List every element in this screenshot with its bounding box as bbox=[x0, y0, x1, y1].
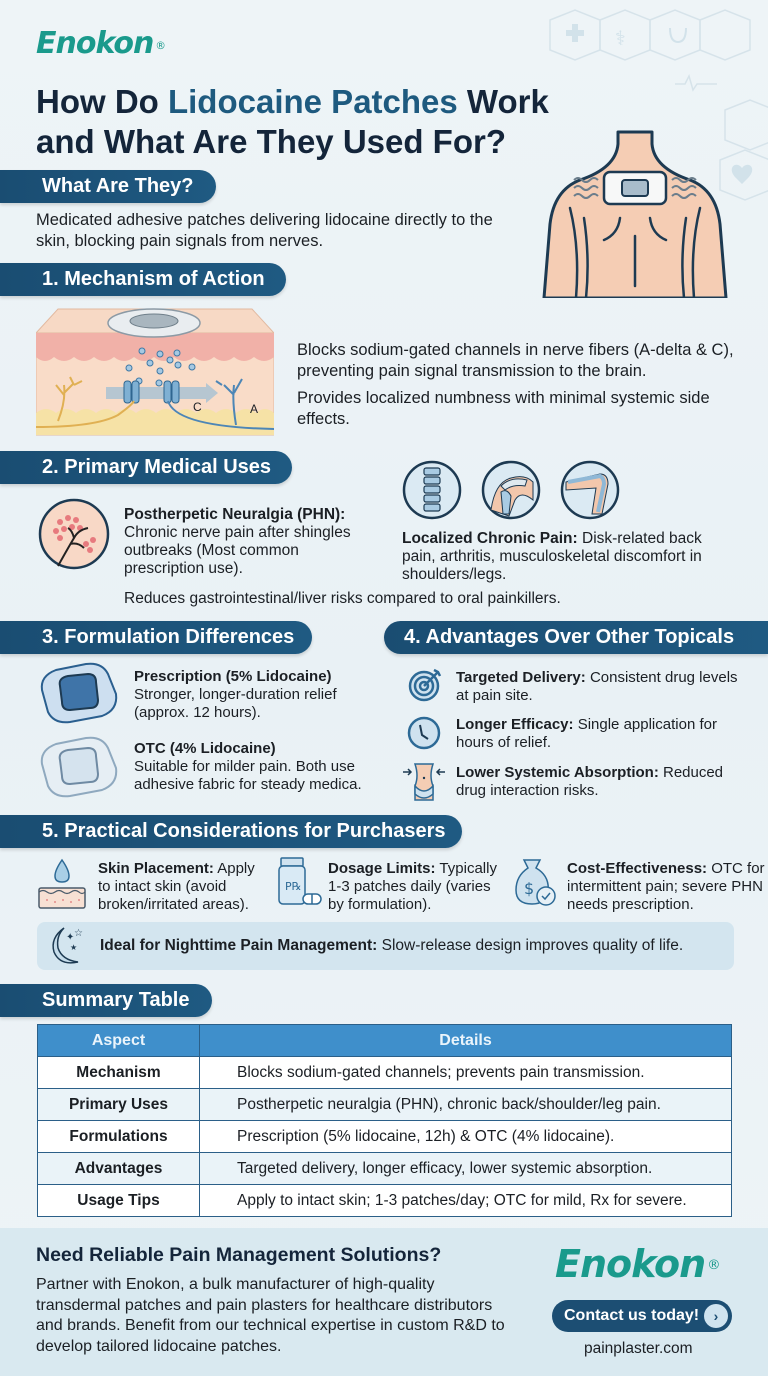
details-cell: Apply to intact skin; 1-3 patches/day; OTC for mild, Rx for severe. bbox=[200, 1185, 732, 1217]
mechanism-text bbox=[297, 340, 737, 430]
section-heading-formulation: 3. Formulation Differences bbox=[0, 621, 312, 654]
details-cell: Targeted delivery, longer efficacy, lower systemic absorption. bbox=[200, 1153, 732, 1185]
aspect-cell: Mechanism bbox=[38, 1057, 200, 1089]
knee-leg-icon bbox=[560, 460, 620, 520]
nighttime-description: Slow-release design improves quality of life. bbox=[377, 937, 684, 954]
aspect-cell: Formulations bbox=[38, 1121, 200, 1153]
brand-logo bbox=[36, 26, 165, 62]
table-row bbox=[38, 1153, 732, 1185]
section-heading-what-are-they: What Are They? bbox=[0, 170, 216, 203]
prescription-text: Stronger, longer-duration relief (approx. 12 hours). bbox=[134, 686, 337, 721]
abdomen-icon bbox=[403, 762, 445, 802]
svg-text:⚕: ⚕ bbox=[615, 26, 626, 50]
mechanism-paragraph-2: Provides localized numbness with minimal systemic side effects. bbox=[297, 389, 710, 428]
phn-text: Chronic nerve pain after shingles outbreaks (Most common prescription use). bbox=[124, 524, 351, 577]
prescription-formulation bbox=[134, 668, 374, 722]
column-header-details: Details bbox=[200, 1025, 732, 1057]
spine-icon bbox=[402, 460, 462, 520]
mechanism-paragraph-1: Blocks sodium-gated channels in nerve fibers (A-delta & C), preventing pain signal transmission to the brain. bbox=[297, 341, 734, 380]
practical-cost-effectiveness: Cost-Effectiveness: OTC for intermittent pain; severe PHN needs prescription. bbox=[567, 860, 765, 913]
title-line-2: and What Are They Used For? bbox=[36, 123, 506, 160]
pill-bottle-icon bbox=[275, 856, 323, 908]
advantage-lower-absorption: Lower Systemic Absorption: Reduced drug interaction risks. bbox=[456, 764, 724, 799]
footer-brand-logo bbox=[555, 1242, 720, 1286]
practical-dosage-limits: Dosage Limits: Typically 1-3 patches daily (varies by formulation). bbox=[328, 860, 497, 913]
brand-name: Enokon bbox=[36, 26, 154, 61]
chronic-pain-text: Disk-related back pain, arthritis, musculoskeletal discomfort in shoulders/legs. bbox=[402, 530, 702, 583]
diagram-label-a: A bbox=[250, 402, 259, 416]
phn-title: Postherpetic Neuralgia (PHN): bbox=[124, 506, 346, 523]
section-heading-primary-uses: 2. Primary Medical Uses bbox=[0, 451, 292, 484]
prescription-title: Prescription (5% Lidocaine) bbox=[134, 668, 332, 685]
registered-mark: ® bbox=[155, 40, 165, 52]
svg-text:★: ★ bbox=[70, 943, 78, 952]
practical-skin-placement: Skin Placement: Apply to intact skin (avoid broken/irritated areas). bbox=[98, 860, 255, 913]
details-cell: Blocks sodium-gated channels; prevents pain transmission. bbox=[200, 1057, 732, 1089]
what-are-they-text: Medicated adhesive patches delivering lidocaine directly to the skin, blocking pain signals from nerves. bbox=[36, 211, 493, 250]
chronic-pain-use bbox=[402, 530, 732, 584]
table-row bbox=[38, 1185, 732, 1217]
otc-formulation bbox=[134, 740, 379, 794]
advantage-longer-efficacy: Longer Efficacy: Single application for hours of relief. bbox=[456, 716, 717, 751]
torso-with-patch-illustration bbox=[540, 128, 730, 298]
footer-registered-mark: ® bbox=[707, 1258, 720, 1273]
chronic-pain-title: Localized Chronic Pain: bbox=[402, 530, 578, 547]
phn-use bbox=[124, 506, 374, 578]
summary-table bbox=[37, 1024, 732, 1217]
moon-stars-icon bbox=[46, 924, 86, 968]
title-highlight: Lidocaine Patches bbox=[167, 83, 458, 120]
target-icon bbox=[406, 668, 442, 704]
table-header-row bbox=[38, 1025, 732, 1057]
contact-us-button[interactable] bbox=[552, 1300, 732, 1332]
table-row bbox=[38, 1089, 732, 1121]
section-heading-practical: 5. Practical Considerations for Purchasers bbox=[0, 815, 462, 848]
details-cell: Prescription (5% lidocaine, 12h) & OTC (4% lidocaine). bbox=[200, 1121, 732, 1153]
title-line-1: How Do Lidocaine Patches Work bbox=[36, 83, 549, 120]
column-header-aspect: Aspect bbox=[38, 1025, 200, 1057]
uses-note: Reduces gastrointestinal/liver risks compared to oral painkillers. bbox=[124, 590, 561, 607]
chevron-right-icon: › bbox=[704, 1304, 728, 1328]
aspect-cell: Usage Tips bbox=[38, 1185, 200, 1217]
otc-text: Suitable for milder pain. Both use adhesive fabric for steady medica. bbox=[134, 758, 362, 793]
website-link[interactable]: painplaster.com bbox=[584, 1340, 693, 1357]
nighttime-text bbox=[100, 937, 740, 955]
skin-cross-section-diagram bbox=[36, 305, 274, 437]
section-heading-mechanism: 1. Mechanism of Action bbox=[0, 263, 286, 296]
skin-droplet-icon bbox=[37, 858, 87, 910]
shoulder-joint-icon bbox=[481, 460, 541, 520]
otc-patch-icon bbox=[36, 734, 120, 800]
prescription-patch-icon bbox=[36, 660, 120, 726]
money-bag-icon bbox=[510, 856, 558, 908]
advantage-targeted-delivery: Targeted Delivery: Consistent drug levels at pain site. bbox=[456, 669, 738, 704]
aspect-cell: Advantages bbox=[38, 1153, 200, 1185]
shingles-rash-icon bbox=[38, 498, 110, 570]
otc-title: OTC (4% Lidocaine) bbox=[134, 740, 276, 757]
aspect-cell: Primary Uses bbox=[38, 1089, 200, 1121]
svg-text:☆: ☆ bbox=[74, 928, 83, 939]
section-heading-advantages: 4. Advantages Over Other Topicals bbox=[384, 621, 768, 654]
section-heading-summary: Summary Table bbox=[0, 984, 212, 1017]
diagram-label-c: C bbox=[193, 400, 202, 414]
svg-text:✦: ✦ bbox=[66, 932, 75, 943]
contact-us-label: Contact us today! bbox=[564, 1307, 700, 1324]
footer-heading: Need Reliable Pain Management Solutions? bbox=[36, 1244, 442, 1266]
nighttime-title: Ideal for Nighttime Pain Management: bbox=[100, 937, 378, 954]
table-row bbox=[38, 1121, 732, 1153]
details-cell: Postherpetic neuralgia (PHN), chronic back/shoulder/leg pain. bbox=[200, 1089, 732, 1121]
clock-icon bbox=[406, 715, 442, 751]
table-row bbox=[38, 1057, 732, 1089]
footer-description: Partner with Enokon, a bulk manufacturer of high-quality transdermal patches and pain plasters for healthcare distributors and brands. Benefit from our technical expertise in custom R&D to develop tailored lidocaine patches. bbox=[36, 1276, 505, 1355]
svg-text:$: $ bbox=[524, 879, 535, 898]
svg-text:P℞: P℞ bbox=[285, 880, 302, 893]
footer-brand-name: Enokon bbox=[555, 1242, 706, 1286]
